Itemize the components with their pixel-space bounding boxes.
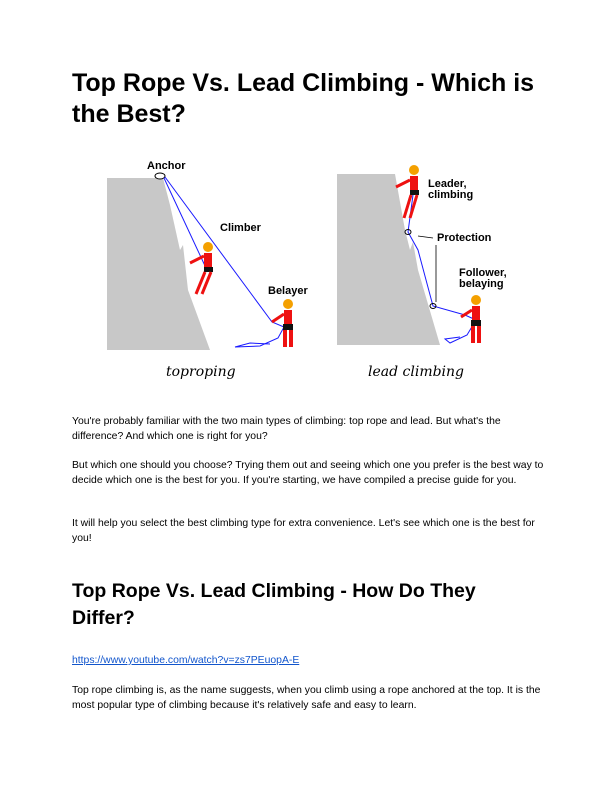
- paragraph: But which one should you choose? Trying them out and seeing which one you prefer is the best way to decide which one is the best for you. If you're starting, we have compiled a precise guide for you.: [72, 460, 544, 486]
- page-title: Top Rope Vs. Lead Climbing - Which is the Best?: [72, 69, 535, 128]
- climber-label: Climber: [220, 222, 261, 234]
- toproping-caption: toproping: [166, 364, 236, 380]
- anchor-label: Anchor: [147, 160, 186, 172]
- cliff: [337, 174, 440, 345]
- protection-label: Protection: [437, 232, 492, 244]
- leader-label: Leader,: [428, 178, 467, 190]
- paragraph: You're probably familiar with the two main types of climbing: top rope and lead. But what's the difference? And which one is right for you?: [72, 416, 501, 442]
- anchor-icon: [155, 173, 165, 179]
- section-heading: Top Rope Vs. Lead Climbing - How Do They Differ?: [72, 580, 476, 629]
- follower-figure: [461, 295, 481, 343]
- climbing-illustration: [100, 150, 507, 390]
- paragraph: Top rope climbing is, as the name suggests, when you climb using a rope anchored at the top. It is the most popular type of climbing because it's relatively safe and easy to learn.: [72, 685, 541, 711]
- paragraph: It will help you select the best climbing type for extra convenience. Let's see which one is the best for you!: [72, 518, 535, 544]
- lead-diagram: [337, 165, 507, 380]
- lead-climbing-caption: lead climbing: [368, 364, 465, 380]
- youtube-link[interactable]: https://www.youtube.com/watch?v=zs7PEuopA-E: [72, 655, 300, 666]
- leader-label: climbing: [428, 189, 474, 201]
- follower-label: Follower,: [459, 267, 507, 279]
- cliff: [107, 178, 210, 350]
- toprope-diagram: [107, 160, 308, 380]
- belayer-label: Belayer: [268, 285, 308, 297]
- climber-figure: [190, 242, 213, 294]
- follower-label: belaying: [459, 278, 504, 290]
